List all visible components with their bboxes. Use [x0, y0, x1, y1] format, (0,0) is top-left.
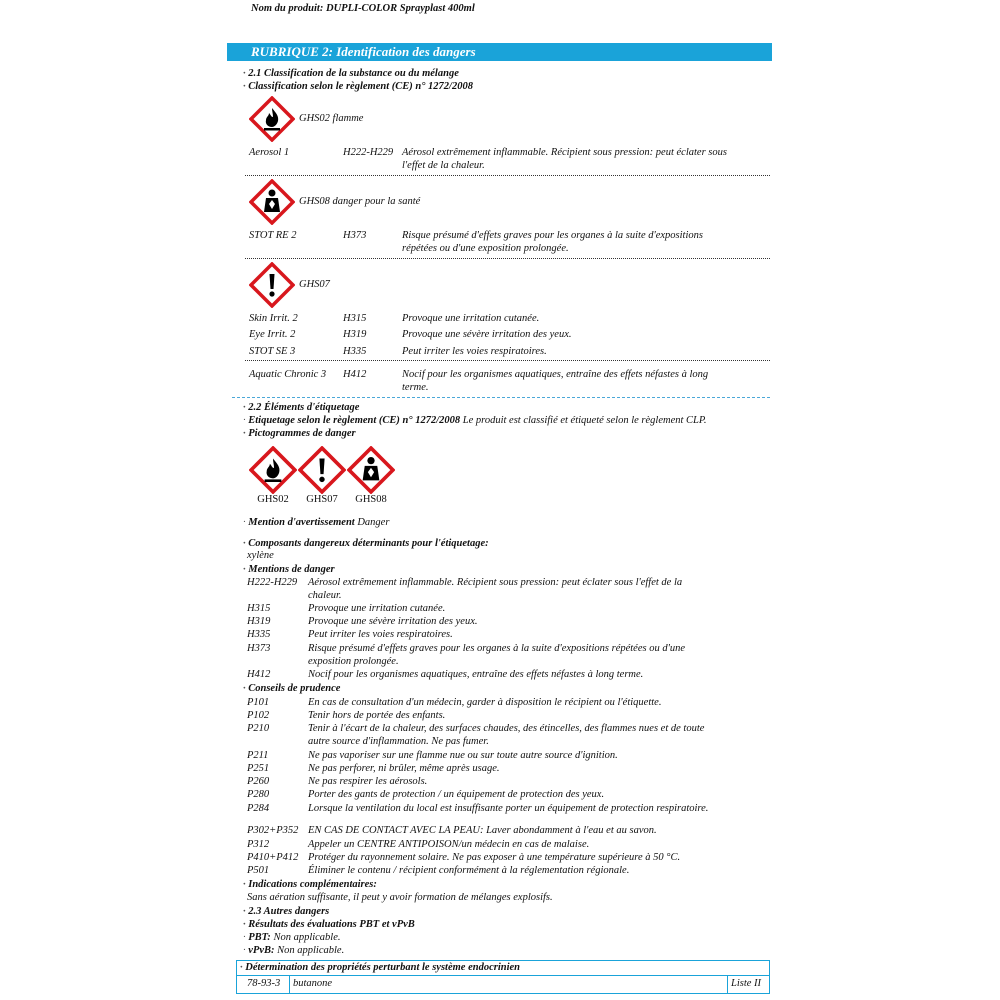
- hazard-title: · Mentions de danger: [243, 564, 335, 575]
- precaution-text: Lorsque la ventilation du local est insuffisante porter un équipement de protection respiratoire.: [308, 803, 709, 814]
- precaution-code: P101: [247, 697, 270, 708]
- precaution-text: EN CAS DE CONTACT AVEC LA PEAU: Laver abondamment à l'eau et au savon.: [308, 825, 657, 836]
- s22-pictograms-title: · Pictogrammes de danger: [243, 428, 356, 439]
- text-h412-cont: terme.: [402, 382, 429, 393]
- pictogram-label-ghs02: GHS02: [257, 494, 289, 505]
- precaution-code: P210: [247, 723, 270, 734]
- product-name-label: Nom du produit:: [251, 3, 324, 14]
- components-title: · Composants dangereux déterminants pour l'étiquetage:: [243, 538, 489, 549]
- class-stot-re: STOT RE 2: [249, 230, 297, 241]
- precaution-text: Ne pas perforer, ni brûler, même après usage.: [308, 763, 500, 774]
- precaution-text: Appeler un CENTRE ANTIPOISON/un médecin en cas de malaise.: [308, 839, 590, 850]
- precaution-title: · Conseils de prudence: [243, 683, 341, 694]
- precaution-text: Tenir à l'écart de la chaleur, des surfaces chaudes, des étincelles, des flammes nues et de toute: [308, 723, 705, 734]
- precaution-code: P302+P352: [247, 825, 299, 836]
- code-h335: H335: [343, 346, 367, 357]
- precaution-code: P501: [247, 865, 270, 876]
- ghs07-exclamation-icon: [249, 262, 295, 308]
- pictogram-label-ghs07: GHS07: [306, 494, 338, 505]
- hazard-text: Provoque une sévère irritation des yeux.: [308, 616, 478, 627]
- separator: [245, 258, 770, 259]
- product-name-line: [251, 3, 475, 14]
- table-cell-divider: [289, 975, 290, 993]
- endocrine-substance: butanone: [293, 978, 333, 989]
- text-h222: Aérosol extrêmement inflammable. Récipient sous pression: peut éclater sous: [402, 147, 727, 158]
- hazard-code: H373: [247, 643, 271, 654]
- table-cell-divider: [727, 975, 728, 993]
- ghs07-exclamation-icon: [298, 446, 346, 494]
- ghs08-health-hazard-icon: [347, 446, 395, 494]
- endocrine-table: [236, 960, 770, 994]
- precaution-code: P410+P412: [247, 852, 299, 863]
- s21-subtitle: · Classification selon le règlement (CE) n° 1272/2008: [243, 81, 473, 92]
- text-h373-cont: répétées ou d'une exposition prolongée.: [402, 243, 569, 254]
- text-h319: Provoque une sévère irritation des yeux.: [402, 329, 572, 340]
- ghs07-label: GHS07: [299, 279, 330, 290]
- hazard-code: H222-H229: [247, 577, 298, 588]
- class-aquatic: Aquatic Chronic 3: [249, 369, 327, 380]
- code-h319: H319: [343, 329, 367, 340]
- code-h412: H412: [343, 369, 367, 380]
- product-name-value: DUPLI-COLOR Sprayplast 400ml: [325, 3, 475, 14]
- precaution-text: Tenir hors de portée des enfants.: [308, 710, 446, 721]
- endocrine-title: · Détermination des propriétés perturbant le système endocrinien: [240, 962, 520, 973]
- s21-title: · 2.1 Classification de la substance ou du mélange: [243, 68, 459, 79]
- additional-title: · Indications complémentaires:: [243, 879, 377, 890]
- code-h222: H222-H229: [343, 147, 394, 158]
- separator: [245, 175, 770, 176]
- additional-text: Sans aération suffisante, il peut y avoir formation de mélanges explosifs.: [247, 892, 553, 903]
- hazard-text: Provoque une irritation cutanée.: [308, 603, 446, 614]
- text-h335: Peut irriter les voies respiratoires.: [402, 346, 547, 357]
- text-h315: Provoque une irritation cutanée.: [402, 313, 540, 324]
- table-row-divider: [237, 975, 769, 976]
- section-header: RUBRIQUE 2: Identification des dangers: [227, 43, 772, 61]
- hazard-code: H335: [247, 629, 271, 640]
- hazard-text: Aérosol extrêmement inflammable. Récipient sous pression: peut éclater sous l'effet de la: [308, 577, 683, 588]
- precaution-code: P284: [247, 803, 270, 814]
- hazard-text-cont: chaleur.: [308, 590, 342, 601]
- separator: [245, 360, 770, 361]
- class-aerosol: Aerosol 1: [249, 147, 290, 158]
- hazard-text: Risque présumé d'effets graves pour les organes à la suite d'expositions répétées ou d'une: [308, 643, 685, 654]
- precaution-code: P260: [247, 776, 270, 787]
- class-stot-se: STOT SE 3: [249, 346, 296, 357]
- precaution-code: P312: [247, 839, 270, 850]
- text-h373: Risque présumé d'effets graves pour les organes à la suite d'expositions: [402, 230, 703, 241]
- vpvb-line: · vPvB: Non applicable.: [243, 945, 345, 956]
- code-h373: H373: [343, 230, 367, 241]
- precaution-text: Ne pas respirer les aérosols.: [308, 776, 428, 787]
- hazard-text: Peut irriter les voies respiratoires.: [308, 629, 453, 640]
- hazard-text-cont: exposition prolongée.: [308, 656, 399, 667]
- precaution-text: Ne pas vaporiser sur une flamme nue ou sur toute autre source d'ignition.: [308, 750, 618, 761]
- pbt-line: · PBT: Non applicable.: [243, 932, 341, 943]
- ghs02-label: GHS02 flamme: [299, 113, 364, 124]
- ghs08-health-hazard-icon: [249, 179, 295, 225]
- signal-word-line: · Mention d'avertissement Danger: [243, 517, 390, 528]
- hazard-text: Nocif pour les organismes aquatiques, entraîne des effets néfastes à long terme.: [308, 669, 644, 680]
- pbt-title: · Résultats des évaluations PBT et vPvB: [243, 919, 415, 930]
- precaution-code: P211: [247, 750, 269, 761]
- section-divider: [232, 397, 770, 398]
- class-skin-irrit: Skin Irrit. 2: [249, 313, 298, 324]
- code-h315: H315: [343, 313, 367, 324]
- hazard-code: H315: [247, 603, 271, 614]
- class-eye-irrit: Eye Irrit. 2: [249, 329, 296, 340]
- text-h412: Nocif pour les organismes aquatiques, entraîne des effets néfastes à long: [402, 369, 709, 380]
- pictogram-label-ghs08: GHS08: [355, 494, 387, 505]
- hazard-code: H319: [247, 616, 271, 627]
- endocrine-list: Liste II: [731, 978, 762, 989]
- s23-title: · 2.3 Autres dangers: [243, 906, 330, 917]
- text-h222-cont: l'effet de la chaleur.: [402, 160, 485, 171]
- precaution-code: P251: [247, 763, 270, 774]
- s22-labelling: · Etiquetage selon le règlement (CE) n° 1272/2008 Le produit est classifié et étiqueté selon le règlement CLP.: [243, 415, 707, 426]
- hazard-code: H412: [247, 669, 271, 680]
- precaution-text: Éliminer le contenu / récipient conformément à la réglementation régionale.: [308, 865, 630, 876]
- ghs02-flame-icon: [249, 96, 295, 142]
- s22-title: · 2.2 Éléments d'étiquetage: [243, 402, 360, 413]
- ghs02-flame-icon: [249, 446, 297, 494]
- precaution-text: En cas de consultation d'un médecin, garder à disposition le récipient ou l'étiquette.: [308, 697, 662, 708]
- precaution-code: P280: [247, 789, 270, 800]
- ghs08-label: GHS08 danger pour la santé: [299, 196, 421, 207]
- precaution-text: Porter des gants de protection / un équipement de protection des yeux.: [308, 789, 605, 800]
- precaution-text: Protéger du rayonnement solaire. Ne pas exposer à une température supérieure à 50 °C.: [308, 852, 681, 863]
- endocrine-cas: 78-93-3: [247, 978, 281, 989]
- precaution-text-cont: autre source d'inflammation. Ne pas fumer.: [308, 736, 489, 747]
- precaution-code: P102: [247, 710, 270, 721]
- component-value: xylène: [247, 550, 274, 561]
